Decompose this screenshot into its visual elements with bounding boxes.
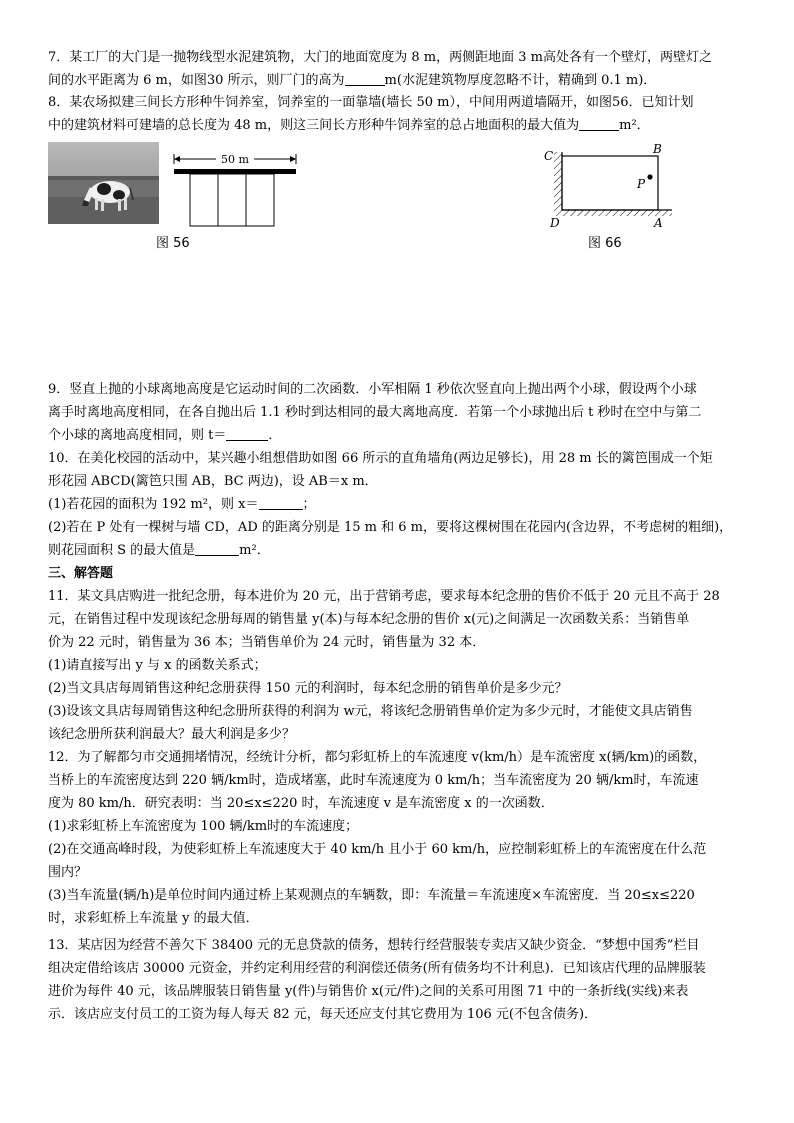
figure-56-caption: 图 56 (156, 236, 190, 251)
problem-9-line-3-end: ． (268, 428, 282, 443)
cow-photo-image (48, 142, 159, 224)
problem-12-line-7: (3)当车流量(辆/h)是单位时间内通过桥上某观测点的车辆数，即：车流量＝车流速度×车流密度．当 20≤x≤220 (48, 888, 695, 903)
wall (174, 169, 296, 174)
problem-11-line-2: 元，在销售过程中发现该纪念册每周的销售量 y(本)与每本纪念册的售价 x(元)之间满足一次函数关系：当销售单 (48, 612, 690, 627)
figure-66-caption: 图 66 (588, 236, 622, 251)
problem-11-line-4: (1)请直接写出 y 与 x 的函数关系式； (48, 658, 267, 673)
wall-cd-hatching (554, 152, 562, 210)
problem-12-line-5: (2)在交通高峰时段，为使彩虹桥上车流速度大于 40 km/h 且小于 60 km/h，应控制彩虹桥上的车流密度在什么范 (48, 842, 707, 857)
problem-8 (48, 91, 748, 137)
label-a: A (654, 216, 663, 230)
problem-9-line-2: 离手时离地高度相同，在各自抛出后 1.1 秒时到达相同的最大离地高度．若第一个小球抛出后 t 秒时在空中与第二 (48, 405, 702, 420)
problem-7 (48, 46, 748, 92)
problem-7-line-1: 7．某工厂的大门是一抛物线型水泥建筑物，大门的地面宽度为 8 m，两侧距地面 3 m高处各有一个壁灯，两壁灯之 (48, 50, 712, 65)
answer-blank[interactable] (195, 541, 239, 556)
tree-point-p (647, 174, 652, 179)
problem-10-line-4: (2)若在 P 处有一棵树与墙 CD，AD 的距离分别是 15 m 和 6 m，要将这棵树围在花园内(含边界，不考虑树的粗细)， (48, 520, 733, 535)
problem-13-line-4: 示．该店应支付员工的工资为每人每天 82 元，每天还应支付其它费用为 106 元(不包含债务)． (48, 1007, 598, 1022)
problem-12-line-4: (1)求彩虹桥上车流密度为 100 辆/km时的车流速度； (48, 819, 359, 834)
enclosure (190, 174, 274, 226)
problem-10-line-5-end: m²． (239, 543, 270, 558)
wall-length-label: 50 m (221, 153, 249, 166)
problem-11-line-3: 价为 22 元时，销售量为 36 本；当销售单价为 24 元时，销售量为 32 本． (48, 635, 486, 650)
problem-11-line-7: 该纪念册所获利润最大？最大利润是多少？ (48, 727, 296, 742)
answer-blank[interactable] (579, 116, 619, 131)
problem-11-line-6: (3)设该文具店每周销售这种纪念册所获得的利润为 w元，将该纪念册销售单价定为多少元时，才能使文具店销售 (48, 704, 693, 719)
problem-12-line-6: 围内？ (48, 865, 88, 880)
problem-10-line-3-start: (1)若花园的面积为 192 m²，则 x＝ (48, 497, 259, 512)
problem-11-line-5: (2)当文具店每周销售这种纪念册获得 150 元的利润时，每本纪念册的销售单价是多少元？ (48, 681, 568, 696)
problem-13-line-3: 进价为每件 40 元，该品牌服装日销售量 y(件)与销售价 x(元/件)之间的关系可用图 71 中的一条折线(实线)来表 (48, 984, 689, 999)
problem-7-line-2-start: 间的水平距离为 6 m，如图30 所示，则厂门的高为 (48, 73, 345, 88)
problem-11 (48, 585, 748, 746)
problem-9-line-3-start: 个小球的离地高度相同，则 t＝ (48, 428, 227, 443)
problem-10-line-1: 10．在美化校园的活动中，某兴趣小组想借助如图 66 所示的直角墙角(两边足够长)，用 28 m 长的篱笆围成一个矩 (48, 451, 713, 466)
problem-8-line-2-end: m²． (619, 118, 650, 133)
problem-12 (48, 746, 748, 930)
problem-10-line-5-start: 则花园面积 S 的最大值是 (48, 543, 196, 558)
problem-11-line-1: 11．某文具店购进一批纪念册，每本进价为 20 元，出于营销考虑，要求每本纪念册的售价不低于 20 元且不高于 28 (48, 589, 720, 604)
label-c: C (544, 149, 554, 163)
problem-10-line-2: 形花园 ABCD(篱笆只围 AB，BC 两边)，设 AB＝x m． (48, 474, 378, 489)
arrow-left (174, 156, 180, 162)
label-d: D (550, 216, 560, 230)
label-b: B (653, 142, 662, 156)
problem-10-line-3-end: ； (302, 497, 316, 512)
figure-66-diagram (540, 140, 680, 232)
problem-7-line-2-end: m(水泥建筑物厚度忽略不计，精确到 0.1 m)． (384, 73, 657, 88)
figure-56-diagram (170, 146, 300, 228)
problem-10 (48, 447, 748, 562)
problem-13-line-1: 13．某店因为经营不善欠下 38400 元的无息贷款的债务，想转行经营服装专卖店又缺少资金．“梦想中国秀”栏目 (48, 938, 700, 953)
problem-12-line-3: 度为 80 km/h．研究表明：当 20≤x≤220 时，车流速度 v 是车流密度 x 的一次函数． (48, 796, 554, 811)
problem-9-line-1: 9．竖直上抛的小球离地高度是它运动时间的二次函数．小军相隔 1 秒依次竖直向上抛出两个小球，假设两个小球 (48, 382, 697, 397)
problem-8-line-1: 8．某农场拟建三间长方形种牛饲养室，饲养室的一面靠墙(墙长 50 m），中间用两道墙隔开，如图56．已知计划 (48, 95, 694, 110)
label-p: P (637, 177, 646, 191)
problem-13 (48, 934, 748, 1026)
problem-12-line-2: 当桥上的车流密度达到 220 辆/km时，造成堵塞，此时车流速度为 0 km/h；当车流密度为 20 辆/km时，车流速 (48, 773, 699, 788)
section-heading: 三、解答题 (48, 566, 114, 581)
answer-blank[interactable] (259, 495, 303, 510)
problem-13-line-2: 组决定借给该店 30000 元资金，并约定利用经营的利润偿还债务(所有债务均不计利息)．已知该店代理的品牌服装 (48, 961, 706, 976)
problem-12-line-1: 12．为了解都匀市交通拥堵情况，经统计分析，都匀彩虹桥上的车流速度 v(km/h）是车流密度 x(辆/km)的函数， (48, 750, 707, 765)
problem-9 (48, 378, 748, 447)
problem-8-line-2-start: 中的建筑材料可建墙的总长度为 48 m，则这三间长方形种牛饲养室的总占地面积的最大值为 (48, 118, 580, 133)
answer-blank[interactable] (226, 426, 268, 441)
arrow-right (290, 156, 296, 162)
cow-photo (48, 142, 159, 224)
problem-12-line-8: 时，求彩虹桥上车流量 y 的最大值． (48, 911, 259, 926)
answer-blank[interactable] (345, 71, 385, 86)
